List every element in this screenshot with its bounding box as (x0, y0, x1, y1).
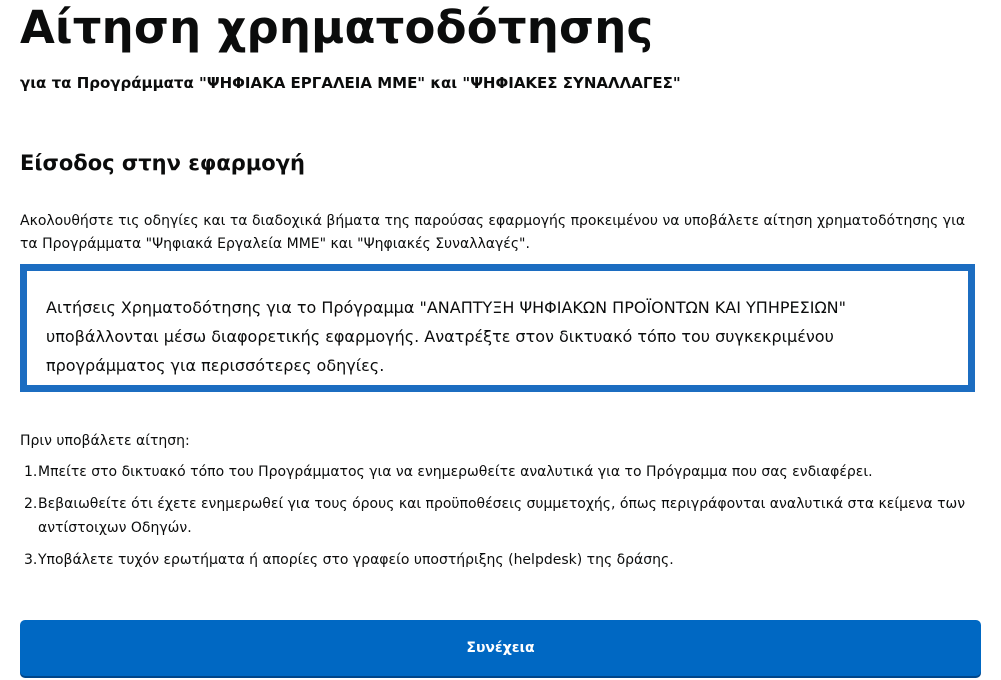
notice-text: Αιτήσεις Χρηματοδότησης για το Πρόγραμμα "ΑΝΑΠΤΥΞΗ ΨΗΦΙΑΚΩΝ ΠΡΟΪΟΝΤΩΝ ΚΑΙ ΥΠΗΡΕΣΙΩΝ" υποβάλλονται μέσω διαφορετικής εφαρμογής. Ανατρέξτε στον δικτυακό τόπο του συγκεκριμένου προγράμματος για περισσότερες οδηγίες. (46, 298, 846, 375)
step-number: 2. (24, 496, 38, 512)
intro-text: Ακολουθήστε τις οδηγίες και τα διαδοχικά βήματα της παρούσας εφαρμογής προκειμένου να υποβάλετε αίτηση χρηματοδότησης για τα Προγράμματα "Ψηφιακά Εργαλεία ΜΜΕ" και "Ψηφιακές Συναλλαγές". (20, 213, 966, 252)
continue-button[interactable]: Συνέχεια (20, 620, 981, 676)
step-text: Μπείτε στο δικτυακό τόπο του Προγράμματος για να ενημερωθείτε αναλυτικά για το Πρόγραμμα που σας ενδιαφέρει. (38, 464, 873, 480)
section-title: Είσοδος στην εφαρμογή (20, 151, 305, 175)
step-text: Υποβάλετε τυχόν ερωτήματα ή απορίες στο γραφείο υποστήριξης (helpdesk) της δράσης. (38, 552, 674, 568)
step-number: 3. (24, 552, 38, 568)
before-submit-label: Πριν υποβάλετε αίτηση: (20, 433, 190, 449)
page-title: Αίτηση χρηματοδότησης (20, 1, 654, 54)
step-number: 1. (24, 464, 38, 480)
page-subtitle: για τα Προγράμματα "ΨΗΦΙΑΚΑ ΕΡΓΑΛΕΙΑ ΜΜΕ" και "ΨΗΦΙΑΚΕΣ ΣΥΝΑΛΛΑΓΕΣ" (20, 74, 681, 92)
notice-box (20, 264, 975, 392)
list-item (20, 460, 980, 484)
list-item (20, 548, 980, 572)
list-item (20, 492, 980, 540)
step-text: Βεβαιωθείτε ότι έχετε ενημερωθεί για τους όρους και προϋποθέσεις συμμετοχής, όπως περιγράφονται αναλυτικά στα κείμενα των αντίστοιχων Οδηγών. (38, 496, 966, 536)
steps-list (20, 460, 980, 580)
